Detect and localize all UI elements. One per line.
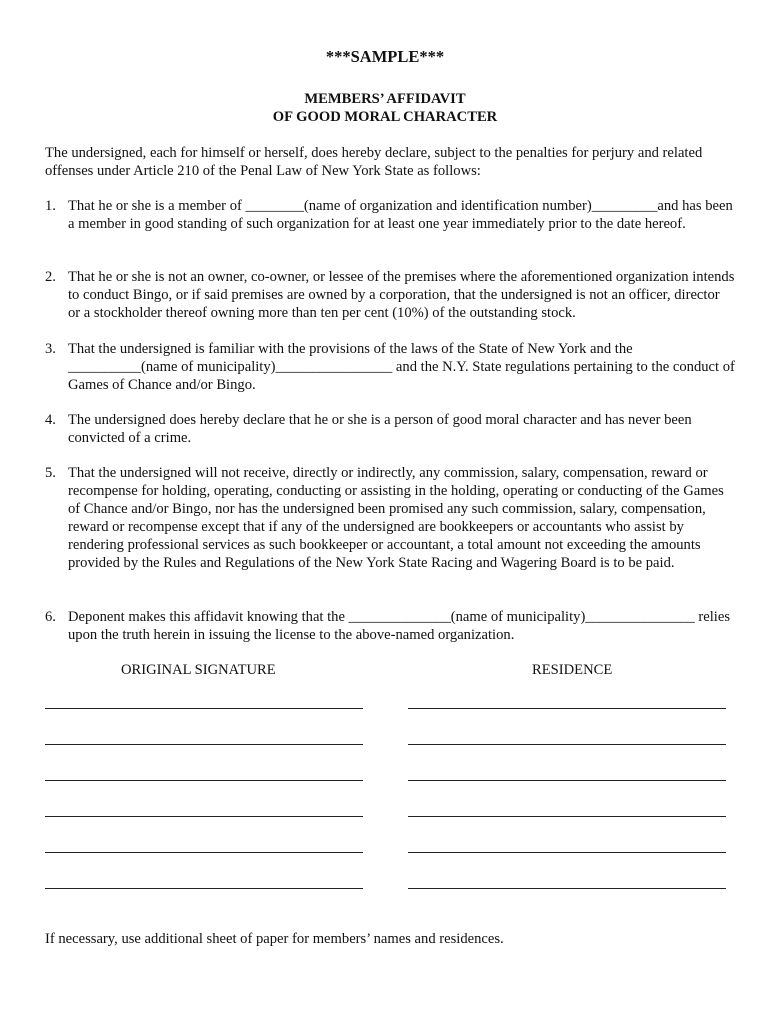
item-text-pre: That he or she is a member of xyxy=(68,198,246,214)
organization-blank: ________(name of organization and identification number)_________ xyxy=(245,198,658,214)
item-text-pre: That the undersigned is familiar with the provisions of the laws of the State of New York and the xyxy=(68,341,633,357)
residence-column-heading: RESIDENCE xyxy=(532,662,613,678)
affidavit-item-2 xyxy=(45,268,735,322)
signature-line[interactable] xyxy=(45,852,363,853)
item-body xyxy=(68,197,735,233)
item-text: That the undersigned will not receive, directly or indirectly, any commission, salary, compensation, reward or recompense for holding, operating, conducting or assisting in the holding, operating or conducting of the Games of Chance and/or Bingo, nor has the undersigned been promised any such commission, salary, compensation, reward or recompense except that if any of the undersigned are bookkeepers or accountants who assist by rendering professional services as such bookkeeper or accountant, a total amount not exceeding the amounts provided by the Rules and Regulations of the New York State Racing and Wagering Board is to be paid. xyxy=(68,465,724,571)
signature-line[interactable] xyxy=(45,708,363,709)
residence-line[interactable] xyxy=(408,744,726,745)
item-body xyxy=(68,340,735,394)
intro-paragraph: The undersigned, each for himself or herself, does hereby declare, subject to the penalties for perjury and related offenses under Article 210 of the Penal Law of New York State as follows: xyxy=(45,145,703,179)
municipality-blank: __________(name of municipality)________________ xyxy=(68,359,393,375)
sample-watermark-heading: ***SAMPLE*** xyxy=(325,47,445,66)
item-number: 3. xyxy=(45,341,56,357)
affidavit-item-4 xyxy=(45,411,735,447)
item-text: That he or she is not an owner, co-owner, or lessee of the premises where the aforementioned organization intends to conduct Bingo, or if said premises are owned by a corporation, that the undersigned is not an officer, director or a stockholder thereof owning more than ten per cent (10%) of the outstanding stock. xyxy=(68,269,735,321)
item-number: 1. xyxy=(45,198,56,214)
item-number: 4. xyxy=(45,412,56,428)
footer-note: If necessary, use additional sheet of paper for members’ names and residences. xyxy=(45,931,504,947)
signature-line[interactable] xyxy=(45,816,363,817)
item-text-pre: Deponent makes this affidavit knowing that the xyxy=(68,609,349,625)
item-number: 5. xyxy=(45,465,56,481)
item-body xyxy=(68,608,735,644)
affidavit-item-6 xyxy=(45,608,735,644)
signature-line[interactable] xyxy=(45,888,363,889)
affidavit-item-5 xyxy=(45,464,735,572)
item-number: 2. xyxy=(45,269,56,285)
item-number: 6. xyxy=(45,609,56,625)
residence-line[interactable] xyxy=(408,816,726,817)
residence-line[interactable] xyxy=(408,852,726,853)
signature-column-heading: ORIGINAL SIGNATURE xyxy=(121,662,276,678)
municipality-blank: ______________(name of municipality)_______________ xyxy=(348,609,695,625)
item-text-post: and the N.Y. State regulations pertaining to the conduct of Games of Chance and/or Bingo. xyxy=(68,359,735,393)
document-title-line-1: MEMBERS’ AFFIDAVIT xyxy=(304,91,466,107)
affidavit-item-3 xyxy=(45,340,735,394)
affidavit-item-1 xyxy=(45,197,735,233)
document-title-line-2: OF GOOD MORAL CHARACTER xyxy=(272,109,498,125)
residence-line[interactable] xyxy=(408,780,726,781)
signature-line[interactable] xyxy=(45,780,363,781)
residence-line[interactable] xyxy=(408,708,726,709)
item-text-post: and has been a member in good standing of such organization for at least one year immediately prior to the date hereof. xyxy=(68,198,733,232)
signature-line[interactable] xyxy=(45,744,363,745)
item-text-post: relies upon the truth herein in issuing the license to the above-named organization. xyxy=(68,609,731,643)
item-text: The undersigned does hereby declare that he or she is a person of good moral character and has never been convicted of a crime. xyxy=(68,412,692,446)
residence-line[interactable] xyxy=(408,888,726,889)
